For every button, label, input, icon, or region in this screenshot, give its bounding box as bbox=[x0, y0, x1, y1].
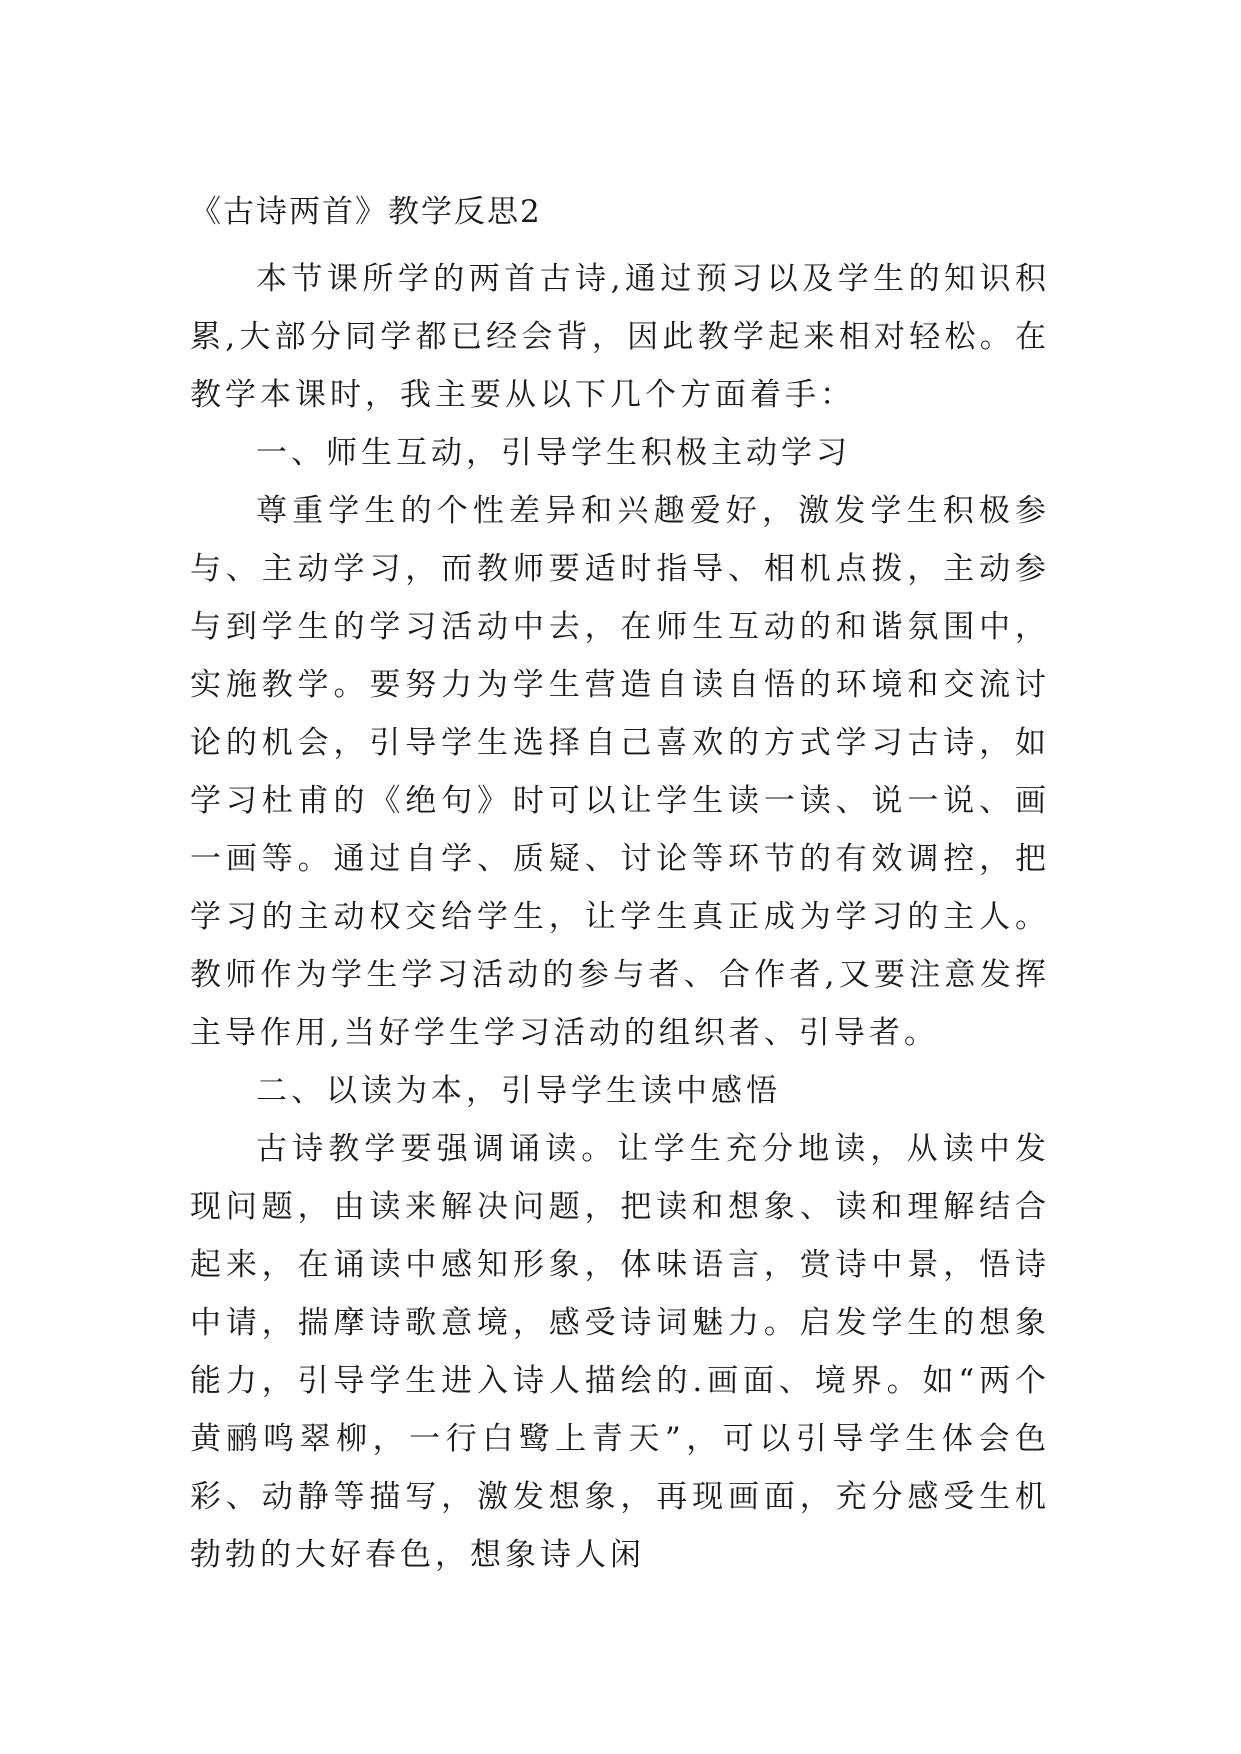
paragraph-intro: 本节课所学的两首古诗,通过预习以及学生的知识积累,大部分同学都已经会背，因此教学起来相对轻松。在教学本课时，我主要从以下几个方面着手： bbox=[190, 261, 1050, 413]
document-title: 《古诗两首》教学反思2 bbox=[190, 194, 542, 230]
section-heading-2: 二、以读为本，引导学生读中感悟 bbox=[256, 1073, 781, 1109]
paragraph-section-1: 尊重学生的个性差异和兴趣爱好，激发学生积极参与、主动学习，而教师要适时指导、相机点拨，主动参与到学生的学习活动中去，在师生互动的和谐氛围中，实施教学。要努力为学生营造自读自悟的环境和交流讨论的机会，引导学生选择自己喜欢的方式学习古诗，如学习杜甫的《绝句》时可以让学生读一读、说一说、画一画等。通过自学、质疑、讨论等环节的有效调控，把学习的主动权交给学生，让学生真正成为学习的主人。教师作为学生学习活动的参与者、合作者,又要注意发挥主导作用,当好学生学习活动的组织者、引导者。 bbox=[190, 493, 1050, 1051]
document-body bbox=[190, 190, 1050, 1584]
paragraph-section-2: 古诗教学要强调诵读。让学生充分地读，从读中发现问题，由读来解决问题，把读和想象、读和理解结合起来，在诵读中感知形象，体味语言，赏诗中景，悟诗中请，揣摩诗歌意境，感受诗词魅力。启发学生的想象能力，引导学生进入诗人描绘的.画面、境界。如“两个黄鹂鸣翠柳，一行白鹭上青天”，可以引导学生体会色彩、动静等描写，激发想象，再现画面，充分感受生机勃勃的大好春色，想象诗人闲 bbox=[190, 1131, 1050, 1573]
section-heading-1: 一、师生互动，引导学生积极主动学习 bbox=[256, 435, 851, 471]
